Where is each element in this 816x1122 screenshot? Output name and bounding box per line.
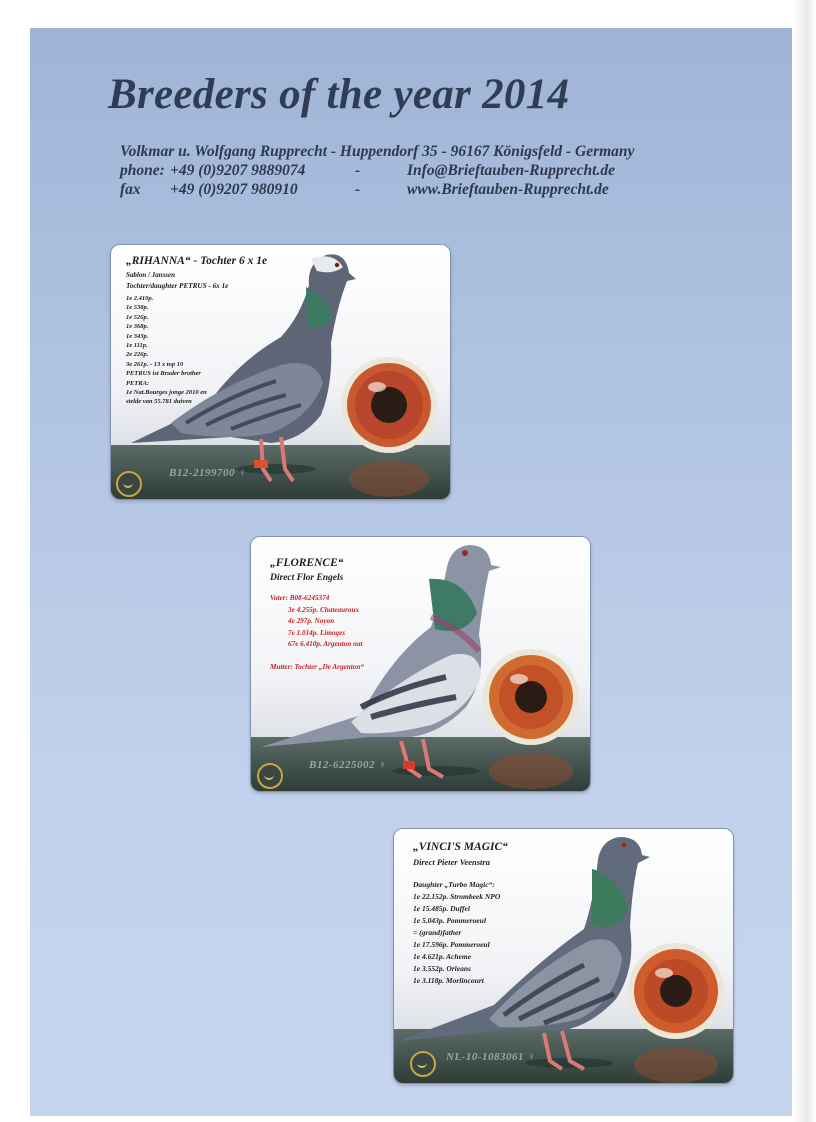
result-line: 1e 5.043p. Pommeroeul <box>413 916 486 925</box>
separator: - <box>355 162 361 179</box>
ring-number: NL-10-1083061 ♀ <box>446 1051 536 1063</box>
card-subtitle: Direct Flor Engels <box>270 573 344 583</box>
address-text: Volkmar u. Wolfgang Rupprecht - Huppendorf 35 - 96167 Königsfeld - Germany <box>120 143 635 160</box>
mother-line: Mutter: Tochter „De Argenton“ <box>270 662 364 671</box>
ring-number: B12-6225002 ♀ <box>309 759 387 771</box>
result-line: 4e 297p. Noyon <box>288 617 335 625</box>
card-title: „FLORENCE“ <box>270 557 344 569</box>
results-list <box>126 294 207 407</box>
result-line: 1e 4.621p. Acheme <box>413 952 472 961</box>
result-line: 1e 22.152p. Strombeek NPO <box>413 892 501 901</box>
logo-icon <box>116 471 142 497</box>
result-line: 1e 368p. <box>126 323 149 331</box>
address-line <box>120 142 634 161</box>
contact-block <box>120 142 634 199</box>
pigeon-card-rihanna <box>111 245 450 499</box>
result-line: 1e 15.485p. Duffel <box>413 904 470 913</box>
card-title: „VINCI'S MAGIC“ <box>413 841 508 853</box>
result-line: 1e 3.552p. Orleans <box>413 964 471 973</box>
logo-icon <box>257 763 283 789</box>
result-line: PETRA: <box>126 379 150 387</box>
card-subtitle: Sablon / Janssen <box>126 271 176 279</box>
result-line: 1e 17.596p. Pommeroeul <box>413 940 490 949</box>
result-line: 1e 2.410p. <box>126 295 154 302</box>
result-line: 1e Nat.Bourges jonge 2010 en <box>126 389 207 397</box>
result-line: 1e 526p. <box>126 313 149 321</box>
fax-label: fax <box>120 181 141 198</box>
phone-label: phone: <box>120 162 165 179</box>
phone-line <box>120 161 634 180</box>
results-list <box>270 593 364 673</box>
pigeon-card-florence <box>251 537 590 791</box>
card-heading: Daughter „Turbo Magic“: <box>413 880 495 889</box>
result-line: 3e 4.255p. Chateauroux <box>288 605 360 614</box>
result-line: 67e 6.410p. Argenton nat <box>288 640 363 648</box>
result-line: 3e 261p. - 13 x top 10 <box>126 360 184 368</box>
card-title: „RIHANNA“ - Tochter 6 x 1e <box>126 255 268 267</box>
result-line: 2e 226p. <box>126 351 149 359</box>
page-title: Breeders of the year 2014 <box>108 71 570 118</box>
result-line: 1e 111p. <box>126 342 148 350</box>
result-line: 7e 1.014p. Limoges <box>288 628 346 637</box>
result-line: = (grand)father <box>413 928 462 937</box>
result-line: stelde van 55.781 duiven <box>126 398 192 406</box>
pigeon-card-vincis-magic <box>394 829 733 1083</box>
email-link[interactable]: Info@Brieftauben-Rupprecht.de <box>407 162 615 179</box>
ring-number: B12-2199700 ♀ <box>169 467 247 479</box>
fax-line <box>120 180 634 199</box>
website-link[interactable]: www.Brieftauben-Rupprecht.de <box>407 181 609 198</box>
logo-icon <box>410 1051 436 1077</box>
result-line: 1e 343p. <box>126 332 149 340</box>
result-line: 1e 3.118p. Morlincourt <box>413 976 484 985</box>
result-line: 1e 538p. <box>126 304 149 312</box>
result-line: PETRUS ist Bruder brother <box>126 370 201 378</box>
card-heading: Tochter/daughter PETRUS - 6x 1e <box>126 282 229 290</box>
card-subtitle: Direct Pieter Veenstra <box>413 857 490 867</box>
scan-edge <box>794 0 816 1122</box>
results-list <box>413 879 500 987</box>
separator: - <box>355 181 361 198</box>
fax-number: +49 (0)9207 980910 <box>170 181 298 198</box>
phone-number: +49 (0)9207 9889074 <box>170 162 306 179</box>
card-heading: Vater: B08-6245374 <box>270 594 330 602</box>
